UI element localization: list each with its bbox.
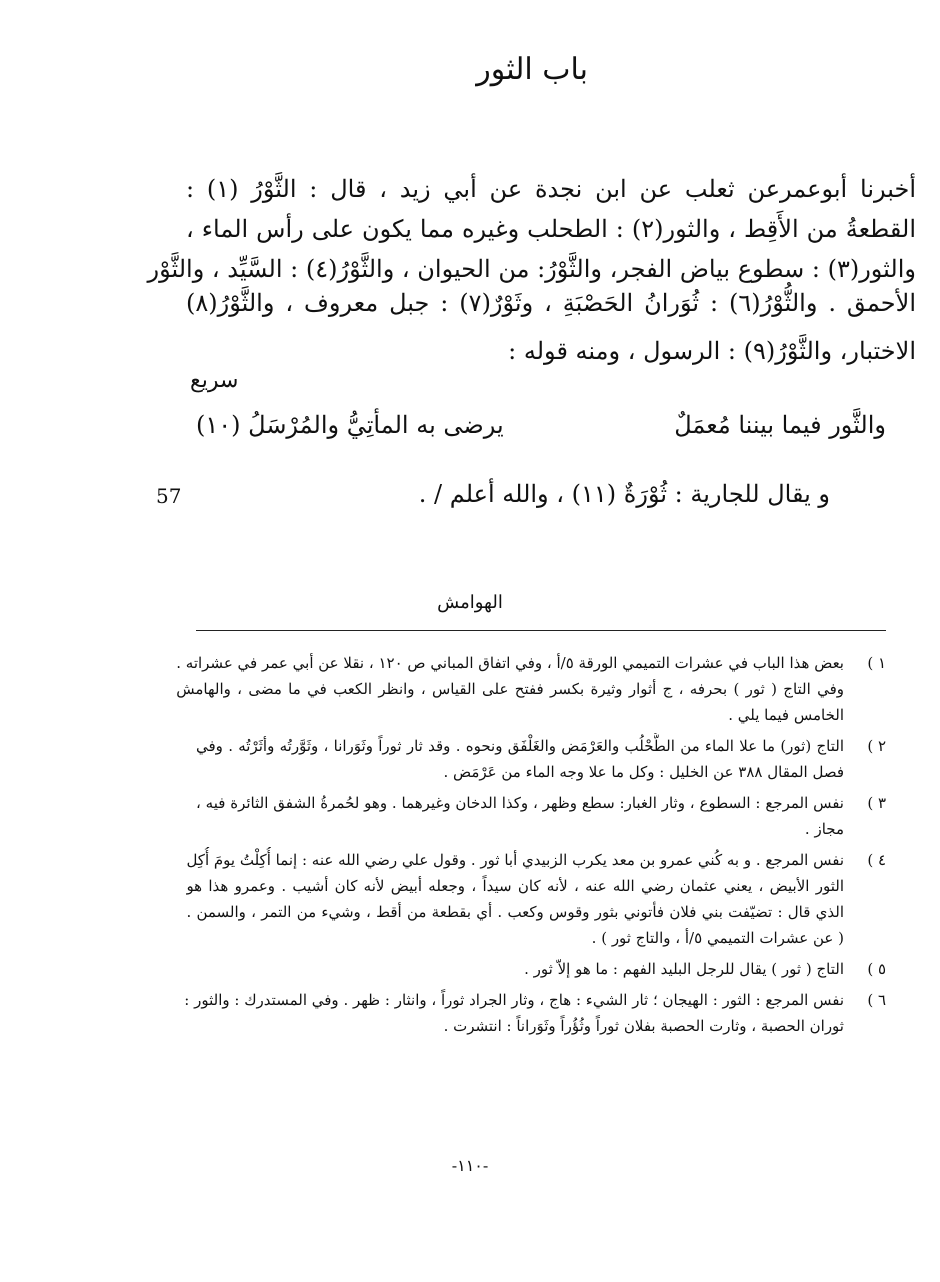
page-title: باب الثور: [476, 52, 588, 87]
footnote-line: نفس المرجع : السطوع ، وثار الغبار: سطع وظهر ، وكذا الدخان وغيرهما . وهو لحُمرةُ الشفق الثائرة فيه ،: [196, 794, 844, 812]
footnote-line: التاج (ثور) ما علا الماء من الطُّحْلُب والعَرْمَض والغَلْفَق ونحوه . وقد ثار ثوراً وثَوَرانا ، وثَوَّرتُه وأثَرْتُه . وفي: [196, 737, 844, 755]
footnote-line: ثوران الحصبة ، وثارت الحصبة بفلان ثوراً وثُؤُراً وثَوَراناً : انتشرت .: [443, 1017, 844, 1035]
footnote: [196, 956, 886, 982]
footnote-number: ٣ ): [867, 794, 886, 812]
poem-verse: [196, 411, 886, 439]
footnote-line: الذي قال : تضيّفت بني فلان فأتوني بثور وقوس وكعب . أي بقطعة من أقط ، وشيء من التمر ، والسمن .: [186, 903, 844, 921]
footnotes-divider: [196, 630, 886, 631]
main-text-line: أخبرنا أبوعمرعن ثعلب عن ابن نجدة عن أبي زيد ، قال : الثَّوْرُ (١) :: [186, 175, 917, 203]
main-text-line: القطعةُ من الأَقِط ، والثور(٢) : الطحلب وغيره مما يكون على رأس الماء ،: [186, 215, 916, 243]
footnote: [196, 733, 886, 785]
footnote-line: ( عن عشرات التميمي ٥/أ ، والتاج ثور ) .: [591, 929, 844, 947]
footnote-text: [196, 733, 844, 785]
footnote-text: [184, 987, 844, 1039]
footnote-line: بعض هذا الباب في عشرات التميمي الورقة ٥/أ ، وفي اتفاق المباني ص ١٢٠ ، نقلا عن أبي عمر في عشراته .: [176, 654, 844, 672]
footnote: [186, 847, 886, 951]
footnote-text: [186, 847, 844, 951]
footnote-number: ٦ ): [867, 991, 886, 1009]
poem-meter-label: سريع: [190, 368, 239, 393]
poem-hemistich-first: والثَّور فيما بيننا مُعمَلٌ: [674, 411, 886, 439]
footnote-line: نفس المرجع : الثور : الهيجان ؛ ثار الشيء : هاج ، وثار الجراد ثوراً ، وانثار : ظهر . وفي المستدرك : والثور :: [184, 991, 844, 1009]
main-text-line: الاختبار، والثَّوْرُ(٩) : الرسول ، ومنه قوله :: [508, 337, 916, 365]
main-text-line: الأحمق . والثُّوْرُ(٦) : ثُوَرانُ الحَصْبَةِ ، وثَوْرٌ(٧) : جبل معروف ، والثَّوْرُ(٨): [186, 289, 916, 317]
footnotes-heading: الهوامش: [437, 592, 503, 613]
footnote-line: الخامس فيما يلي .: [728, 706, 844, 724]
footnotes-list: [176, 650, 886, 1044]
main-text: [147, 172, 917, 368]
page-number: -١١٠-: [451, 1156, 489, 1175]
footnote-number: ٤ ): [867, 851, 886, 869]
poem-hemistich-second: يرضى به المأتِيُّ والمُرْسَلُ (١٠): [196, 411, 504, 439]
footnote: [184, 987, 886, 1039]
footnote-line: مجاز .: [804, 820, 844, 838]
main-text-line: والثور(٣) : سطوع بياض الفجر، والثَّوْرُ: من الحيوان ، والثَّوْرُ(٤) : السَّيِّد ، والثَّوْر: [147, 255, 916, 283]
footnote-number: ١ ): [867, 654, 886, 672]
footnote-line: وفي التاج ( ثور ) بحرفه ، ج أثوار وثيرة بكسر ففتح على القياس ، وانظر الكعب في ما مضى ، والهامش: [176, 680, 844, 698]
main-text-final-line: و يقال للجارية : ثُوْرَةٌ (١١) ، والله أعلم / .: [418, 480, 830, 508]
footnote-text: [196, 956, 844, 982]
footnote: [176, 650, 886, 728]
footnote-number: ٥ ): [867, 960, 886, 978]
footnote-number: ٢ ): [867, 737, 886, 755]
footnote-line: نفس المرجع . و به كُني عمرو بن معد يكرب الزبيدي أبا ثور . وقول علي رضي الله عنه : إنما أُكِلْتُ يومَ أُكِل: [186, 851, 844, 869]
footnote-line: التاج ( ثور ) يقال للرجل البليد الفهم : ما هو إلاّ ثور .: [524, 960, 844, 978]
footnote-text: [176, 650, 844, 728]
footnote-line: فصل المقال ٣٨٨ عن الخليل : وكل ما علا وجه الماء من عَرْمَض .: [443, 763, 844, 781]
footnote: [196, 790, 886, 842]
footnote-line: الثور الأبيض ، يعني عثمان رضي الله عنه ، لأنه كان سيداً ، وجعله أبيض لأنه كان أشيب . وعمرو هذا هو: [186, 877, 844, 895]
footnote-text: [196, 790, 844, 842]
margin-page-number: 57: [156, 484, 182, 508]
